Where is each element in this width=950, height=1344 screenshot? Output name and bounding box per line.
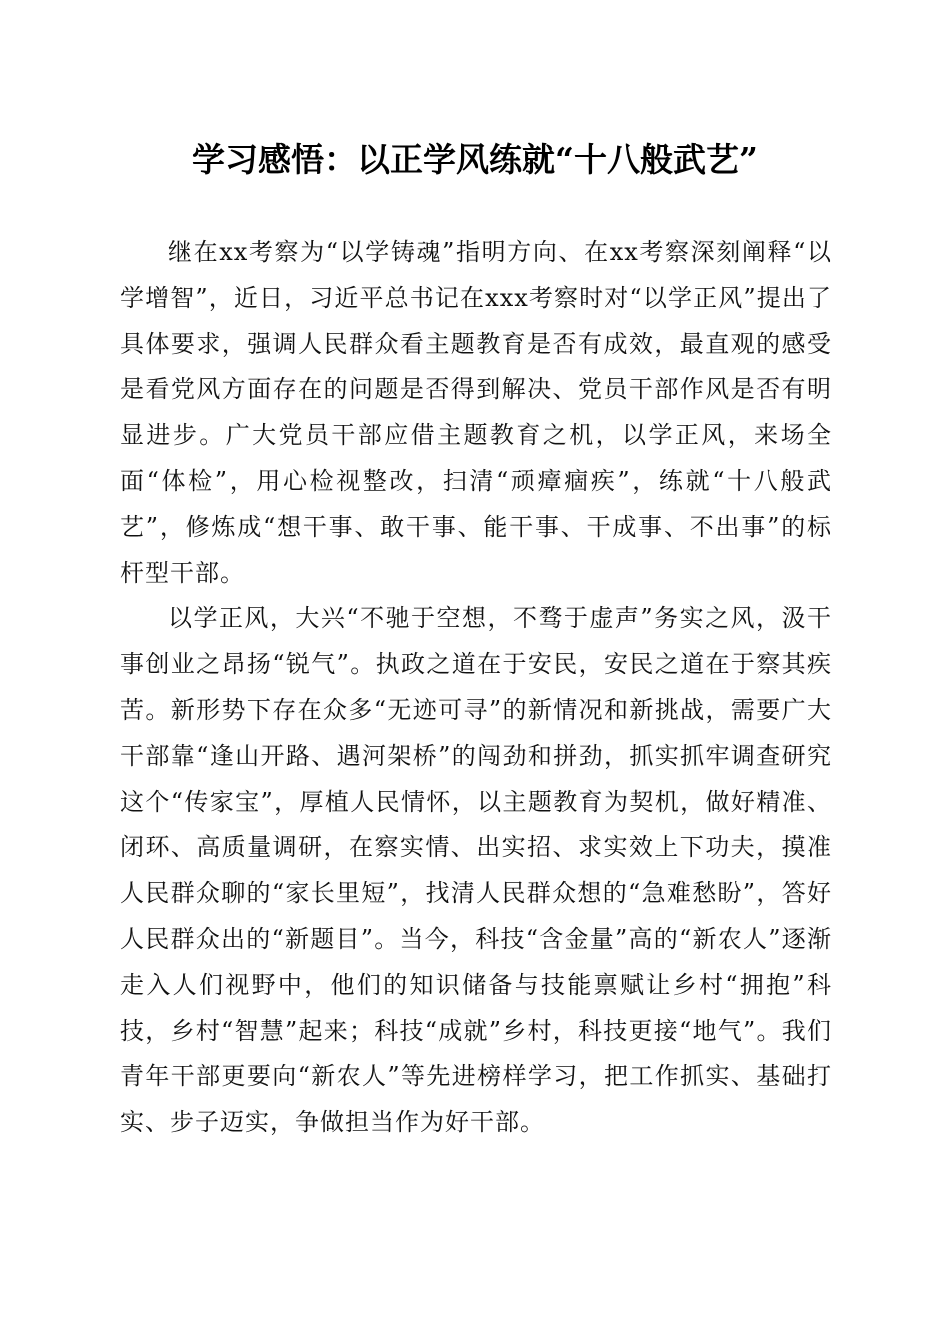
document-title: 学习感悟：以正学风练就“十八般武艺” bbox=[192, 140, 758, 179]
paragraph-1: 继在xx考察为“以学铸魂”指明方向、在xx考察深刻阐释“以学增智”，近日，习近平总书记在xxx考察时对“以学正风”提出了具体要求，强调人民群众看主题教育是否有成效，最直观的感受是看党风方面存在的问题是否得到解决、党员干部作风是否有明显进步。广大党员干部应借主题教育之机，以学正风，来场全面“体检”，用心检视整改，扫清“顽瘴痼疾”，练就“十八般武艺”，修炼成“想干事、敢干事、能干事、干成事、不出事”的标杆型干部。 bbox=[120, 238, 832, 587]
paragraph-2: 以学正风，大兴“不驰于空想，不骛于虚声”务实之风，汲干事创业之昂扬“锐气”。执政之道在于安民，安民之道在于察其疾苦。新形势下存在众多“无迹可寻”的新情况和新挑战，需要广大干部靠“逢山开路、遇河架桥”的闯劲和拼劲，抓实抓牢调查研究这个“传家宝”，厚植人民情怀，以主题教育为契机，做好精准、闭环、高质量调研，在察实情、出实招、求实效上下功夫，摸准人民群众聊的“家长里短”，找清人民群众想的“急难愁盼”，答好人民群众出的“新题目”。当今，科技“含金量”高的“新农人”逐渐走入人们视野中，他们的知识储备与技能禀赋让乡村“拥抱”科技，乡村“智慧”起来；科技“成就”乡村，科技更接“地气”。我们青年干部更要向“新农人”等先进榜样学习，把工作抓实、基础打实、步子迈实，争做担当作为好干部。 bbox=[120, 604, 832, 1137]
document-body bbox=[120, 230, 832, 1146]
